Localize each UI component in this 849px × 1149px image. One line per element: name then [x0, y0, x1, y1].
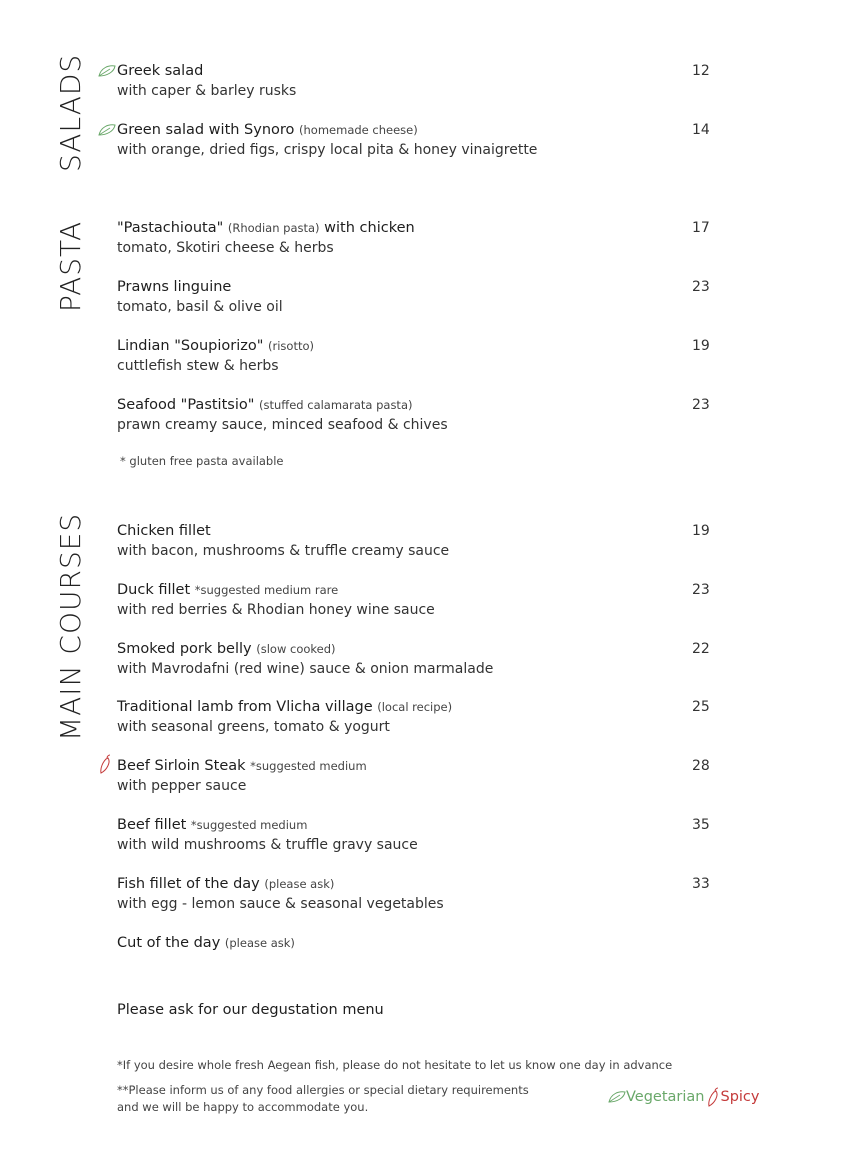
chili-icon: [99, 754, 112, 774]
leaf-icon: [98, 124, 116, 136]
item-price: 19: [692, 523, 710, 539]
item-description: prawn creamy sauce, minced seafood & chives: [117, 417, 448, 433]
item-note: *suggested medium: [190, 818, 308, 832]
item-description: with Mavrodafni (red wine) sauce & onion marmalade: [117, 661, 494, 677]
item-note: *suggested medium rare: [194, 583, 339, 597]
section-title-pasta: PASTA: [54, 220, 87, 312]
item-price: 19: [692, 338, 710, 354]
menu-item-pastachiouta: [117, 219, 737, 258]
item-description: with egg - lemon sauce & seasonal vegetables: [117, 896, 444, 912]
item-description: tomato, basil & olive oil: [117, 299, 283, 315]
item-name-suffix: with chicken: [324, 220, 415, 236]
legend-spicy: Spicy: [720, 1089, 760, 1105]
item-note: (stuffed calamarata pasta): [259, 398, 413, 412]
item-name: Traditional lamb from Vlicha village: [117, 699, 373, 715]
menu-item-fish-fillet: [117, 875, 737, 914]
menu-item-chicken-fillet: [117, 522, 737, 561]
item-description: with pepper sauce: [117, 778, 247, 794]
item-name: Green salad with Synoro: [117, 122, 295, 138]
menu-item-traditional-lamb: [117, 698, 737, 737]
item-name: Duck fillet: [117, 582, 191, 598]
item-name: Cut of the day: [117, 935, 221, 951]
leaf-icon: [608, 1091, 626, 1103]
item-description: cuttlefish stew & herbs: [117, 358, 279, 374]
item-price: 28: [692, 758, 710, 774]
item-note: (please ask): [264, 877, 335, 891]
item-name: Fish fillet of the day: [117, 876, 260, 892]
item-description: tomato, Skotiri cheese & herbs: [117, 240, 334, 256]
section-title-main-courses: MAIN COURSES: [54, 512, 87, 741]
menu-item-prawns-linguine: [117, 278, 737, 317]
degustation-note: [117, 1001, 737, 1020]
item-description: with orange, dried figs, crispy local pita & honey vinaigrette: [117, 142, 538, 158]
item-name: Smoked pork belly: [117, 641, 252, 657]
item-price: 12: [692, 63, 710, 79]
item-name: Greek salad: [117, 63, 204, 79]
menu-item-greek-salad: [117, 62, 737, 101]
item-name: Prawns linguine: [117, 279, 232, 295]
item-name: Lindian "Soupiorizo": [117, 338, 264, 354]
menu-item-seafood-pastitsio: [117, 396, 737, 435]
leaf-icon: [98, 65, 116, 77]
menu-item-beef-sirloin-steak: [117, 757, 737, 796]
item-note: (slow cooked): [256, 642, 336, 656]
legend-vegetarian: Vegetarian: [626, 1089, 705, 1105]
gluten-free-note: * gluten free pasta available: [120, 454, 284, 468]
allergy-note-line-2: and we will be happy to accommodate you.: [117, 1100, 369, 1114]
item-name: Beef Sirloin Steak: [117, 758, 246, 774]
item-price: 14: [692, 122, 710, 138]
item-price: 22: [692, 641, 710, 657]
item-note: (please ask): [224, 936, 295, 950]
item-price: 23: [692, 279, 710, 295]
menu-item-cut-of-the-day: [117, 934, 737, 953]
fish-advance-note: *If you desire whole fresh Aegean fish, please do not hesitate to let us know one day in advance: [117, 1058, 673, 1072]
section-title-salads: SALADS: [54, 53, 87, 172]
item-note: *suggested medium: [250, 759, 367, 773]
chili-icon: [707, 1087, 720, 1107]
menu-item-soupiorizo: [117, 337, 737, 376]
item-price: 23: [692, 397, 710, 413]
item-note: (Rhodian pasta): [227, 221, 320, 235]
item-name: Chicken fillet: [117, 523, 211, 539]
item-description: with seasonal greens, tomato & yogurt: [117, 719, 390, 735]
item-price: 17: [692, 220, 710, 236]
item-name: "Pastachiouta": [117, 220, 224, 236]
allergy-note-line-1: **Please inform us of any food allergies or special dietary requirements: [117, 1083, 529, 1097]
menu-item-smoked-pork-belly: [117, 640, 737, 679]
item-note: (local recipe): [377, 700, 453, 714]
item-price: 33: [692, 876, 710, 892]
item-price: 25: [692, 699, 710, 715]
item-name: Seafood "Pastitsio": [117, 397, 255, 413]
item-price: 35: [692, 817, 710, 833]
item-note: (risotto): [268, 339, 314, 353]
item-name: Beef fillet: [117, 817, 187, 833]
item-description: with wild mushrooms & truffle gravy sauce: [117, 837, 418, 853]
menu-item-beef-fillet: [117, 816, 737, 855]
item-price: 23: [692, 582, 710, 598]
item-note: (homemade cheese): [299, 123, 418, 137]
item-description: with bacon, mushrooms & truffle creamy sauce: [117, 543, 450, 559]
menu-item-duck-fillet: [117, 581, 737, 620]
item-description: with caper & barley rusks: [117, 83, 297, 99]
menu-item-green-salad: [117, 121, 737, 160]
icon-legend: [608, 1087, 759, 1107]
degustation-text: Please ask for our degustation menu: [117, 1002, 384, 1018]
item-description: with red berries & Rhodian honey wine sauce: [117, 602, 435, 618]
